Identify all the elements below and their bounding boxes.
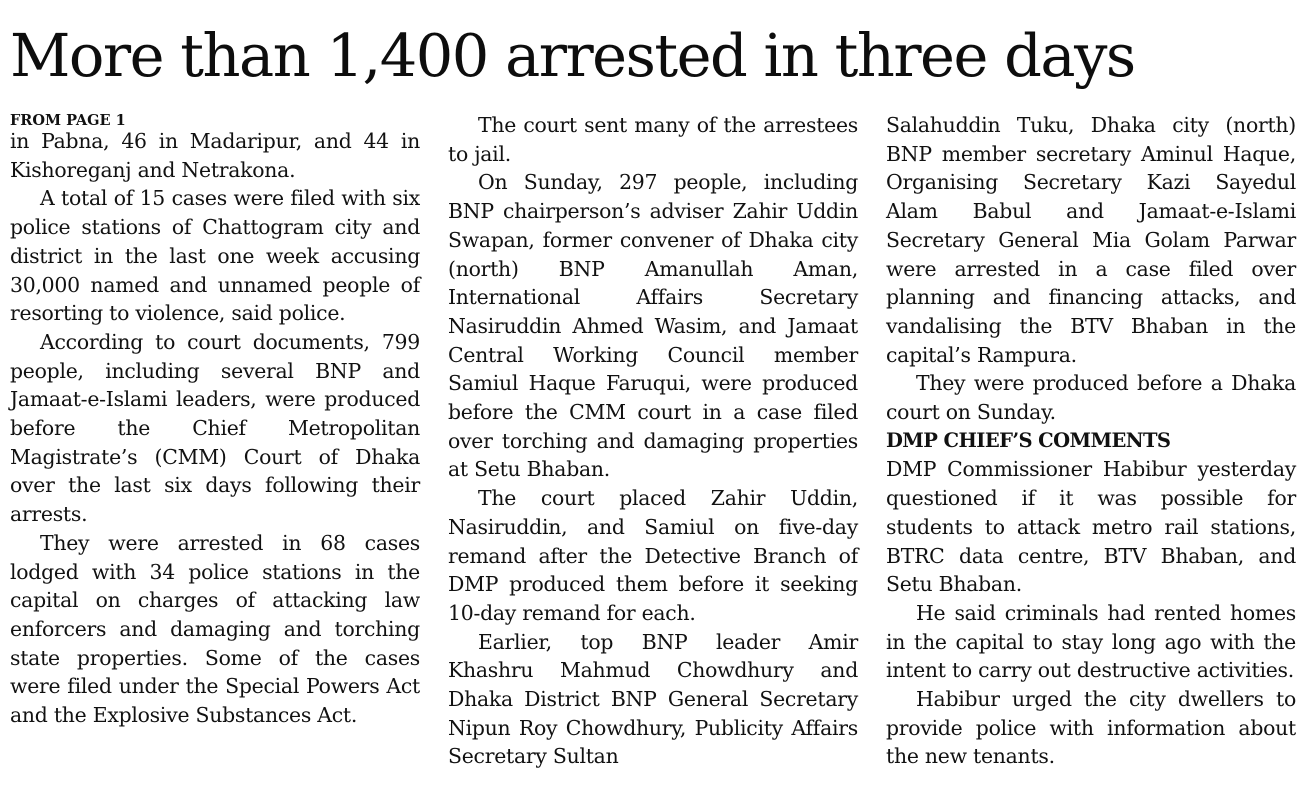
paragraph: Salahuddin Tuku, Dhaka city (north) BNP member secretary Aminul Haque, Organising Secretary Kazi Sayedul Alam Babul and Jamaat-e-Islami Secretary General Mia Golam Parwar were arrested in a case filed over planning and financing attacks, and vandalising the BTV Bhaban in the capital’s Rampura. [886, 113, 1296, 367]
paragraph: They were produced before a Dhaka court on Sunday. [886, 371, 1296, 425]
paragraph: According to court documents, 799 people, including several BNP and Jamaat-e-Islami leaders, were produced before the Chief Metropolitan Magistrate’s (CMM) Court of Dhaka over the last six days following their arrests. [10, 329, 420, 527]
paragraph: DMP Commissioner Habibur yesterday questioned if it was possible for students to attack metro rail stations, BTRC data centre, BTV Bhaban, and Setu Bhaban. [886, 457, 1296, 597]
paragraph: in Pabna, 46 in Madaripur, and 44 in Kishoreganj and Netrakona. [10, 129, 420, 182]
paragraph: They were arrested in 68 cases lodged with 34 police stations in the capital on charges of attacking law enforcers and damaging and torching state properties. Some of the cases were filed under the Special Powers Act and the Explosive Substances Act. [10, 530, 420, 728]
paragraph: The court sent many of the arrestees to jail. [448, 113, 858, 166]
paragraph: The court placed Zahir Uddin, Nasiruddin, and Samiul on five-day remand after the Detective Branch of DMP produced them before it seeking 10-day remand for each. [448, 486, 858, 625]
article-column-2 [448, 111, 858, 771]
paragraph: On Sunday, 297 people, including BNP chairperson’s adviser Zahir Uddin Swapan, former convener of Dhaka city (north) BNP Amanullah Aman, International Affairs Secretary Nasiruddin Ahmed Wasim, and Jamaat Central Working Council member Samiul Haque Faruqui, were produced before the CMM court in a case filed over torching and damaging properties at Setu Bhaban. [448, 170, 858, 482]
section-subhead: DMP CHIEF’S COMMENTS [886, 428, 1171, 452]
article-column-1 [10, 111, 420, 730]
continuation-kicker: FROM PAGE 1 [10, 112, 126, 129]
headline: More than 1,400 arrested in three days [10, 21, 1135, 90]
paragraph: A total of 15 cases were filed with six police stations of Chattogram city and district in the last one week accusing 30,000 named and unnamed people of resorting to violence, said police. [10, 186, 420, 326]
paragraph: Earlier, top BNP leader Amir Khashru Mahmud Chowdhury and Dhaka District BNP General Secretary Nipun Roy Chowdhury, Publicity Affairs Secretary Sultan [448, 629, 858, 769]
paragraph: He said criminals had rented homes in the capital to stay long ago with the intent to carry out destructive activities. [886, 600, 1296, 683]
article-column-3 [886, 111, 1296, 771]
paragraph: Habibur urged the city dwellers to provide police with information about the new tenants. [886, 687, 1296, 769]
